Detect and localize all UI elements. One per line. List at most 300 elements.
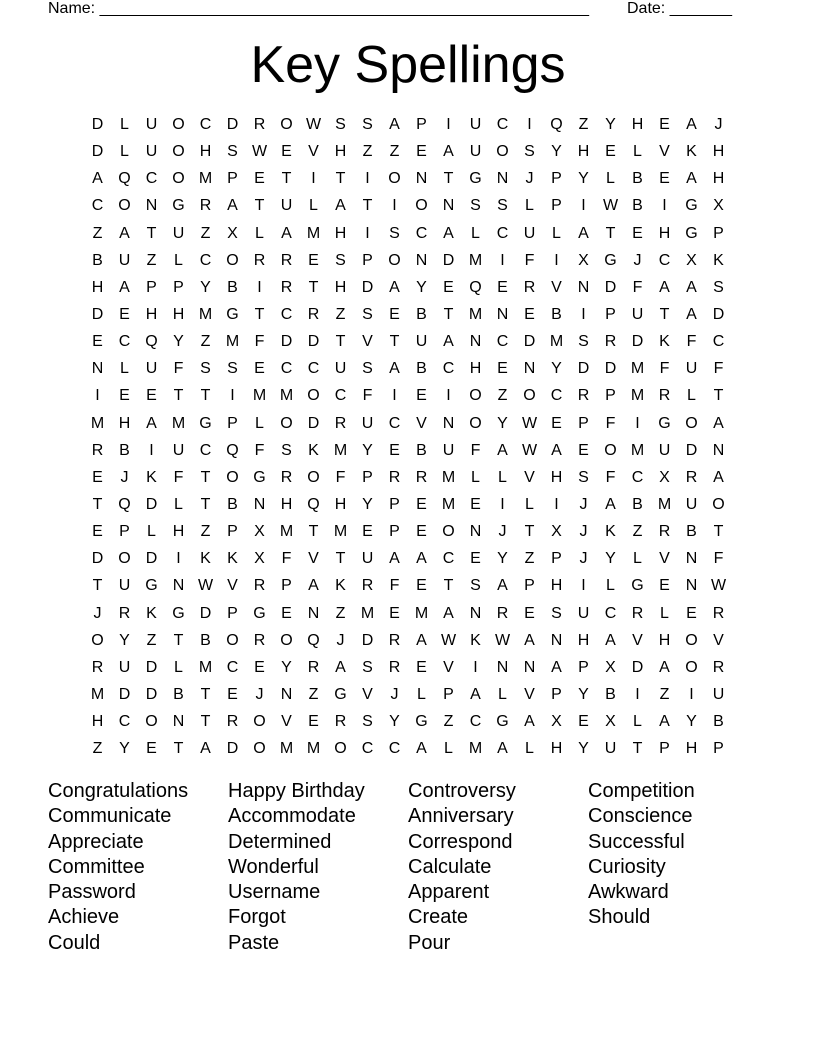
grid-letter[interactable]: D bbox=[523, 333, 536, 351]
grid-letter[interactable]: E bbox=[632, 224, 643, 242]
grid-letter[interactable]: A bbox=[227, 197, 238, 215]
grid-letter[interactable]: P bbox=[362, 251, 373, 269]
grid-letter[interactable]: P bbox=[281, 577, 292, 595]
grid-letter[interactable]: G bbox=[145, 577, 158, 595]
grid-letter[interactable]: V bbox=[659, 143, 670, 161]
grid-letter[interactable]: R bbox=[253, 116, 266, 133]
grid-letter[interactable]: L bbox=[471, 224, 480, 242]
grid-letter[interactable]: H bbox=[712, 170, 725, 188]
grid-letter[interactable]: P bbox=[389, 495, 400, 513]
grid-letter[interactable]: J bbox=[579, 550, 588, 568]
grid-letter[interactable]: F bbox=[254, 333, 265, 351]
grid-letter[interactable]: T bbox=[713, 387, 724, 405]
grid-letter[interactable]: N bbox=[253, 495, 266, 513]
grid-letter[interactable]: M bbox=[198, 658, 213, 676]
grid-letter[interactable]: Z bbox=[578, 116, 589, 133]
grid-letter[interactable]: L bbox=[498, 685, 507, 703]
grid-letter[interactable]: S bbox=[200, 360, 211, 378]
grid-letter[interactable]: G bbox=[685, 224, 698, 242]
grid-letter[interactable]: H bbox=[685, 740, 698, 758]
grid-letter[interactable]: I bbox=[95, 387, 100, 405]
grid-letter[interactable]: C bbox=[442, 550, 455, 568]
grid-letter[interactable]: I bbox=[635, 414, 640, 432]
grid-letter[interactable]: H bbox=[91, 278, 104, 296]
grid-letter[interactable]: N bbox=[577, 278, 590, 296]
grid-letter[interactable]: L bbox=[174, 495, 183, 513]
grid-letter[interactable]: E bbox=[146, 740, 157, 758]
grid-letter[interactable]: I bbox=[176, 550, 181, 568]
grid-letter[interactable]: R bbox=[361, 577, 374, 595]
grid-letter[interactable]: O bbox=[91, 631, 104, 649]
grid-letter[interactable]: W bbox=[710, 577, 727, 595]
grid-letter[interactable]: D bbox=[145, 550, 158, 568]
grid-letter[interactable]: Z bbox=[443, 713, 454, 731]
grid-letter[interactable]: K bbox=[659, 333, 670, 351]
grid-letter[interactable]: A bbox=[92, 170, 103, 188]
grid-letter[interactable]: A bbox=[335, 658, 346, 676]
grid-letter[interactable]: U bbox=[685, 360, 698, 378]
grid-letter[interactable]: A bbox=[497, 577, 508, 595]
grid-letter[interactable]: D bbox=[307, 414, 320, 432]
grid-letter[interactable]: E bbox=[92, 468, 103, 486]
grid-letter[interactable]: T bbox=[308, 523, 319, 541]
grid-letter[interactable]: J bbox=[525, 170, 534, 188]
grid-letter[interactable]: I bbox=[500, 495, 505, 513]
grid-letter[interactable]: M bbox=[333, 441, 348, 459]
grid-letter[interactable]: D bbox=[361, 631, 374, 649]
grid-letter[interactable]: E bbox=[389, 305, 400, 323]
grid-letter[interactable]: L bbox=[471, 468, 480, 486]
grid-letter[interactable]: T bbox=[173, 387, 184, 405]
grid-letter[interactable]: T bbox=[200, 685, 211, 703]
grid-letter[interactable]: E bbox=[659, 577, 670, 595]
grid-letter[interactable]: P bbox=[173, 278, 184, 296]
grid-letter[interactable]: L bbox=[498, 468, 507, 486]
grid-letter[interactable]: T bbox=[335, 170, 346, 188]
grid-letter[interactable]: F bbox=[281, 550, 292, 568]
grid-letter[interactable]: X bbox=[551, 713, 562, 731]
grid-letter[interactable]: T bbox=[173, 631, 184, 649]
grid-letter[interactable]: L bbox=[120, 116, 129, 133]
grid-letter[interactable]: P bbox=[524, 577, 535, 595]
grid-letter[interactable]: R bbox=[199, 197, 212, 215]
grid-letter[interactable]: A bbox=[416, 740, 427, 758]
grid-letter[interactable]: R bbox=[253, 631, 266, 649]
grid-letter[interactable]: Y bbox=[497, 414, 508, 432]
grid-letter[interactable]: R bbox=[388, 631, 401, 649]
grid-letter[interactable]: W bbox=[602, 197, 619, 215]
grid-letter[interactable]: I bbox=[581, 197, 586, 215]
grid-letter[interactable]: A bbox=[659, 278, 670, 296]
grid-letter[interactable]: E bbox=[470, 550, 481, 568]
grid-letter[interactable]: B bbox=[551, 305, 562, 323]
grid-letter[interactable]: C bbox=[118, 713, 131, 731]
grid-letter[interactable]: C bbox=[199, 251, 212, 269]
grid-letter[interactable]: E bbox=[227, 685, 238, 703]
grid-letter[interactable]: L bbox=[174, 251, 183, 269]
grid-letter[interactable]: E bbox=[281, 143, 292, 161]
grid-letter[interactable]: F bbox=[713, 360, 724, 378]
grid-letter[interactable]: I bbox=[230, 387, 235, 405]
grid-letter[interactable]: D bbox=[226, 740, 239, 758]
grid-letter[interactable]: Q bbox=[226, 441, 239, 459]
grid-letter[interactable]: A bbox=[551, 658, 562, 676]
grid-letter[interactable]: N bbox=[172, 713, 185, 731]
grid-letter[interactable]: U bbox=[469, 116, 482, 133]
grid-letter[interactable]: W bbox=[521, 441, 538, 459]
grid-letter[interactable]: A bbox=[389, 116, 400, 133]
grid-letter[interactable]: Y bbox=[551, 143, 562, 161]
grid-letter[interactable]: I bbox=[473, 658, 478, 676]
grid-letter[interactable]: U bbox=[361, 550, 374, 568]
grid-letter[interactable]: P bbox=[443, 685, 454, 703]
grid-letter[interactable]: S bbox=[335, 116, 346, 133]
grid-letter[interactable]: H bbox=[658, 224, 671, 242]
grid-letter[interactable]: N bbox=[496, 658, 509, 676]
grid-letter[interactable]: W bbox=[494, 631, 511, 649]
grid-letter[interactable]: A bbox=[686, 278, 697, 296]
grid-letter[interactable]: V bbox=[524, 685, 535, 703]
grid-letter[interactable]: C bbox=[361, 740, 374, 758]
grid-letter[interactable]: I bbox=[446, 116, 451, 133]
grid-letter[interactable]: H bbox=[550, 740, 563, 758]
grid-letter[interactable]: N bbox=[523, 658, 536, 676]
grid-letter[interactable]: B bbox=[605, 685, 616, 703]
grid-letter[interactable]: T bbox=[200, 713, 211, 731]
grid-letter[interactable]: Y bbox=[362, 495, 373, 513]
grid-letter[interactable]: O bbox=[172, 116, 185, 133]
grid-letter[interactable]: H bbox=[334, 278, 347, 296]
grid-letter[interactable]: X bbox=[605, 658, 616, 676]
grid-letter[interactable]: V bbox=[551, 278, 562, 296]
grid-letter[interactable]: N bbox=[469, 333, 482, 351]
grid-letter[interactable]: I bbox=[554, 251, 559, 269]
grid-letter[interactable]: X bbox=[551, 523, 562, 541]
grid-letter[interactable]: L bbox=[309, 197, 318, 215]
grid-letter[interactable]: H bbox=[469, 360, 482, 378]
grid-letter[interactable]: J bbox=[498, 523, 507, 541]
grid-letter[interactable]: K bbox=[335, 577, 346, 595]
grid-letter[interactable]: O bbox=[172, 143, 185, 161]
grid-letter[interactable]: E bbox=[254, 360, 265, 378]
grid-letter[interactable]: P bbox=[713, 740, 724, 758]
grid-letter[interactable]: D bbox=[442, 251, 455, 269]
grid-letter[interactable]: Y bbox=[578, 685, 589, 703]
grid-letter[interactable]: B bbox=[632, 170, 643, 188]
grid-letter[interactable]: Q bbox=[469, 278, 482, 296]
grid-letter[interactable]: H bbox=[334, 495, 347, 513]
grid-letter[interactable]: L bbox=[255, 224, 264, 242]
grid-letter[interactable]: R bbox=[388, 658, 401, 676]
grid-letter[interactable]: E bbox=[551, 414, 562, 432]
grid-letter[interactable]: M bbox=[468, 740, 483, 758]
grid-letter[interactable]: A bbox=[497, 740, 508, 758]
grid-letter[interactable]: C bbox=[388, 414, 401, 432]
grid-letter[interactable]: Y bbox=[173, 333, 184, 351]
grid-letter[interactable]: I bbox=[581, 577, 586, 595]
grid-letter[interactable]: K bbox=[713, 251, 724, 269]
grid-letter[interactable]: T bbox=[254, 305, 265, 323]
grid-letter[interactable]: Z bbox=[659, 685, 670, 703]
grid-letter[interactable]: U bbox=[469, 143, 482, 161]
grid-letter[interactable]: O bbox=[280, 414, 293, 432]
grid-letter[interactable]: F bbox=[173, 468, 184, 486]
grid-letter[interactable]: S bbox=[362, 658, 373, 676]
grid-letter[interactable]: E bbox=[659, 116, 670, 133]
grid-letter[interactable]: S bbox=[362, 305, 373, 323]
grid-letter[interactable]: A bbox=[443, 224, 454, 242]
grid-letter[interactable]: Y bbox=[416, 278, 427, 296]
grid-letter[interactable]: A bbox=[686, 170, 697, 188]
grid-letter[interactable]: E bbox=[362, 523, 373, 541]
grid-letter[interactable]: M bbox=[414, 604, 429, 622]
grid-letter[interactable]: R bbox=[415, 468, 428, 486]
grid-letter[interactable]: D bbox=[91, 550, 104, 568]
grid-letter[interactable]: F bbox=[632, 278, 643, 296]
grid-letter[interactable]: O bbox=[280, 631, 293, 649]
grid-letter[interactable]: M bbox=[90, 685, 105, 703]
grid-letter[interactable]: L bbox=[633, 713, 642, 731]
grid-letter[interactable]: Z bbox=[362, 143, 373, 161]
grid-letter[interactable]: Z bbox=[632, 523, 643, 541]
grid-letter[interactable]: E bbox=[281, 604, 292, 622]
grid-letter[interactable]: R bbox=[226, 713, 239, 731]
grid-letter[interactable]: G bbox=[253, 468, 266, 486]
grid-letter[interactable]: D bbox=[631, 333, 644, 351]
grid-letter[interactable]: G bbox=[334, 685, 347, 703]
grid-letter[interactable]: E bbox=[146, 387, 157, 405]
grid-letter[interactable]: U bbox=[172, 224, 185, 242]
grid-letter[interactable]: O bbox=[469, 387, 482, 405]
grid-letter[interactable]: J bbox=[714, 116, 723, 133]
grid-letter[interactable]: P bbox=[227, 604, 238, 622]
grid-letter[interactable]: O bbox=[307, 468, 320, 486]
grid-letter[interactable]: D bbox=[91, 143, 104, 161]
grid-letter[interactable]: Q bbox=[550, 116, 563, 133]
grid-letter[interactable]: C bbox=[469, 713, 482, 731]
grid-letter[interactable]: R bbox=[658, 523, 671, 541]
grid-letter[interactable]: S bbox=[362, 116, 373, 133]
grid-letter[interactable]: K bbox=[227, 550, 238, 568]
grid-letter[interactable]: G bbox=[253, 604, 266, 622]
grid-letter[interactable]: G bbox=[685, 197, 698, 215]
grid-letter[interactable]: E bbox=[497, 278, 508, 296]
grid-letter[interactable]: I bbox=[635, 685, 640, 703]
grid-letter[interactable]: Y bbox=[200, 278, 211, 296]
grid-letter[interactable]: H bbox=[712, 143, 725, 161]
grid-letter[interactable]: W bbox=[521, 414, 538, 432]
grid-letter[interactable]: M bbox=[279, 387, 294, 405]
grid-letter[interactable]: Z bbox=[146, 251, 157, 269]
grid-letter[interactable]: J bbox=[120, 468, 129, 486]
grid-letter[interactable]: N bbox=[442, 414, 455, 432]
grid-letter[interactable]: U bbox=[415, 333, 428, 351]
grid-letter[interactable]: O bbox=[442, 523, 455, 541]
grid-letter[interactable]: W bbox=[197, 577, 214, 595]
grid-letter[interactable]: M bbox=[441, 468, 456, 486]
grid-letter[interactable]: H bbox=[658, 631, 671, 649]
grid-letter[interactable]: D bbox=[199, 604, 212, 622]
grid-letter[interactable]: D bbox=[577, 360, 590, 378]
grid-letter[interactable]: G bbox=[631, 577, 644, 595]
grid-letter[interactable]: E bbox=[308, 251, 319, 269]
grid-letter[interactable]: Y bbox=[605, 116, 616, 133]
grid-letter[interactable]: O bbox=[685, 631, 698, 649]
grid-letter[interactable]: L bbox=[444, 740, 453, 758]
grid-letter[interactable]: F bbox=[713, 550, 724, 568]
grid-letter[interactable]: I bbox=[581, 305, 586, 323]
grid-letter[interactable]: A bbox=[119, 224, 130, 242]
grid-letter[interactable]: B bbox=[227, 495, 238, 513]
grid-letter[interactable]: E bbox=[389, 604, 400, 622]
grid-letter[interactable]: N bbox=[469, 604, 482, 622]
grid-letter[interactable]: T bbox=[713, 523, 724, 541]
grid-letter[interactable]: A bbox=[281, 224, 292, 242]
grid-letter[interactable]: M bbox=[630, 387, 645, 405]
grid-letter[interactable]: A bbox=[686, 116, 697, 133]
grid-letter[interactable]: T bbox=[200, 495, 211, 513]
grid-letter[interactable]: D bbox=[631, 658, 644, 676]
grid-letter[interactable]: T bbox=[173, 740, 184, 758]
grid-letter[interactable]: Z bbox=[335, 305, 346, 323]
grid-letter[interactable]: H bbox=[577, 143, 590, 161]
grid-letter[interactable]: S bbox=[227, 360, 238, 378]
grid-letter[interactable]: M bbox=[657, 495, 672, 513]
grid-letter[interactable]: X bbox=[686, 251, 697, 269]
grid-letter[interactable]: R bbox=[334, 713, 347, 731]
grid-letter[interactable]: T bbox=[200, 387, 211, 405]
grid-letter[interactable]: F bbox=[659, 360, 670, 378]
grid-letter[interactable]: O bbox=[712, 495, 725, 513]
grid-letter[interactable]: M bbox=[468, 251, 483, 269]
grid-letter[interactable]: O bbox=[172, 170, 185, 188]
grid-letter[interactable]: M bbox=[198, 170, 213, 188]
grid-letter[interactable]: P bbox=[227, 414, 238, 432]
grid-letter[interactable]: U bbox=[280, 197, 293, 215]
grid-letter[interactable]: H bbox=[334, 224, 347, 242]
grid-letter[interactable]: D bbox=[712, 305, 725, 323]
grid-letter[interactable]: T bbox=[659, 305, 670, 323]
grid-letter[interactable]: U bbox=[685, 495, 698, 513]
grid-letter[interactable]: Z bbox=[200, 523, 211, 541]
grid-letter[interactable]: R bbox=[280, 278, 293, 296]
grid-letter[interactable]: A bbox=[713, 414, 724, 432]
grid-letter[interactable]: I bbox=[500, 251, 505, 269]
grid-letter[interactable]: A bbox=[497, 441, 508, 459]
grid-letter[interactable]: E bbox=[605, 143, 616, 161]
grid-letter[interactable]: Y bbox=[281, 658, 292, 676]
grid-letter[interactable]: E bbox=[470, 495, 481, 513]
grid-letter[interactable]: C bbox=[280, 360, 293, 378]
grid-letter[interactable]: N bbox=[550, 631, 563, 649]
grid-letter[interactable]: M bbox=[198, 305, 213, 323]
grid-letter[interactable]: I bbox=[392, 197, 397, 215]
grid-letter[interactable]: R bbox=[577, 387, 590, 405]
grid-letter[interactable]: N bbox=[145, 197, 158, 215]
grid-letter[interactable]: E bbox=[92, 523, 103, 541]
grid-letter[interactable]: I bbox=[527, 116, 532, 133]
grid-letter[interactable]: M bbox=[306, 740, 321, 758]
grid-letter[interactable]: L bbox=[606, 577, 615, 595]
grid-letter[interactable]: O bbox=[226, 631, 239, 649]
grid-letter[interactable]: E bbox=[578, 713, 589, 731]
grid-letter[interactable]: I bbox=[311, 170, 316, 188]
grid-letter[interactable]: C bbox=[280, 305, 293, 323]
grid-letter[interactable]: T bbox=[605, 224, 616, 242]
grid-letter[interactable]: C bbox=[631, 468, 644, 486]
grid-letter[interactable]: X bbox=[713, 197, 724, 215]
grid-letter[interactable]: Y bbox=[497, 550, 508, 568]
grid-letter[interactable]: P bbox=[605, 305, 616, 323]
grid-letter[interactable]: P bbox=[551, 550, 562, 568]
grid-letter[interactable]: C bbox=[118, 333, 131, 351]
grid-letter[interactable]: J bbox=[255, 685, 264, 703]
grid-letter[interactable]: A bbox=[416, 631, 427, 649]
grid-letter[interactable]: T bbox=[281, 170, 292, 188]
grid-letter[interactable]: H bbox=[550, 577, 563, 595]
grid-letter[interactable]: S bbox=[389, 224, 400, 242]
grid-letter[interactable]: L bbox=[525, 740, 534, 758]
grid-letter[interactable]: B bbox=[200, 631, 211, 649]
grid-letter[interactable]: P bbox=[227, 523, 238, 541]
grid-letter[interactable]: B bbox=[416, 360, 427, 378]
grid-letter[interactable]: N bbox=[415, 251, 428, 269]
grid-letter[interactable]: H bbox=[172, 523, 185, 541]
grid-letter[interactable]: L bbox=[606, 170, 615, 188]
grid-letter[interactable]: N bbox=[523, 360, 536, 378]
grid-letter[interactable]: D bbox=[604, 278, 617, 296]
grid-letter[interactable]: H bbox=[280, 495, 293, 513]
grid-letter[interactable]: N bbox=[685, 550, 698, 568]
grid-letter[interactable]: L bbox=[525, 495, 534, 513]
grid-letter[interactable]: U bbox=[172, 441, 185, 459]
grid-letter[interactable]: S bbox=[470, 577, 481, 595]
grid-letter[interactable]: E bbox=[524, 305, 535, 323]
grid-letter[interactable]: J bbox=[633, 251, 642, 269]
grid-letter[interactable]: L bbox=[525, 197, 534, 215]
grid-letter[interactable]: Q bbox=[118, 495, 131, 513]
grid-letter[interactable]: P bbox=[227, 170, 238, 188]
grid-letter[interactable]: P bbox=[146, 278, 157, 296]
grid-letter[interactable]: M bbox=[468, 305, 483, 323]
grid-letter[interactable]: A bbox=[443, 143, 454, 161]
grid-letter[interactable]: C bbox=[415, 224, 428, 242]
grid-letter[interactable]: R bbox=[712, 604, 725, 622]
grid-letter[interactable]: H bbox=[577, 631, 590, 649]
grid-letter[interactable]: Y bbox=[119, 740, 130, 758]
grid-letter[interactable]: M bbox=[171, 414, 186, 432]
grid-letter[interactable]: N bbox=[415, 170, 428, 188]
grid-letter[interactable]: U bbox=[442, 441, 455, 459]
grid-letter[interactable]: W bbox=[251, 143, 268, 161]
grid-letter[interactable]: O bbox=[226, 251, 239, 269]
grid-letter[interactable]: U bbox=[118, 658, 131, 676]
grid-letter[interactable]: A bbox=[416, 550, 427, 568]
grid-letter[interactable]: F bbox=[605, 468, 616, 486]
grid-letter[interactable]: X bbox=[659, 468, 670, 486]
grid-letter[interactable]: T bbox=[443, 577, 454, 595]
grid-letter[interactable]: E bbox=[389, 441, 400, 459]
grid-letter[interactable]: O bbox=[253, 713, 266, 731]
grid-letter[interactable]: D bbox=[91, 305, 104, 323]
grid-letter[interactable]: D bbox=[118, 685, 131, 703]
grid-letter[interactable]: B bbox=[713, 713, 724, 731]
grid-letter[interactable]: R bbox=[91, 658, 104, 676]
grid-letter[interactable]: E bbox=[443, 278, 454, 296]
grid-letter[interactable]: L bbox=[660, 604, 669, 622]
grid-letter[interactable]: I bbox=[446, 387, 451, 405]
grid-letter[interactable]: C bbox=[226, 658, 239, 676]
